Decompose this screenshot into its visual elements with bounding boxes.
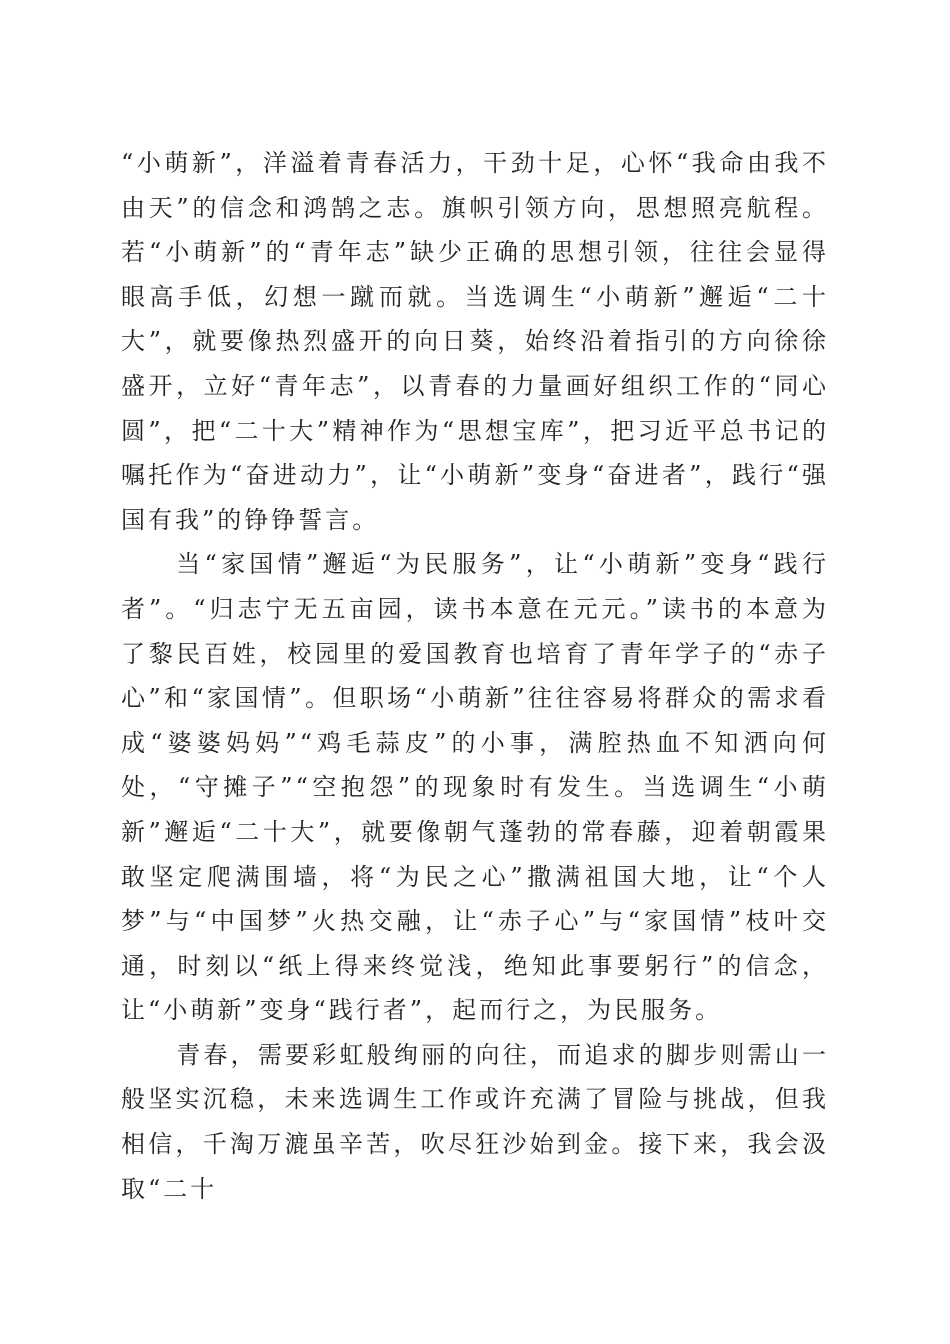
document-body [121, 141, 829, 1211]
paragraph-family-and-country: 当“家国情”邂逅“为民服务”，让“小萌新”变身“践行者”。“归志宁无五亩园，读书本意在元元。”读书的本意为了黎民百姓，校园里的爱国教育也培育了青年学子的“赤子心”和“家国情”。但职场“小萌新”往往容易将群众的需求看成“婆婆妈妈”“鸡毛蒜皮”的小事，满腔热血不知洒向何处，“守摊子”“空抱怨”的现象时有发生。当选调生“小萌新”邂逅“二十大”，就要像朝气蓬勃的常春藤，迎着朝霞果敢坚定爬满围墙，将“为民之心”撒满祖国大地，让“个人梦”与“中国梦”火热交融，让“赤子心”与“家国情”枝叶交通，时刻以“纸上得来终觉浅，绝知此事要躬行”的信念，让“小萌新”变身“践行者”，起而行之，为民服务。 [121, 550, 829, 1025]
paragraph-youth: 青春，需要彩虹般绚丽的向往，而追求的脚步则需山一般坚实沉稳，未来选调生工作或许充满了冒险与挑战，但我相信，千淘万漉虽辛苦，吹尽狂沙始到金。接下来，我会汲取“二十 [121, 1040, 829, 1203]
paragraph-continuation: “小萌新”，洋溢着青春活力，干劲十足，心怀“我命由我不由天”的信念和鸿鹄之志。旗帜引领方向，思想照亮航程。若“小萌新”的“青年志”缺少正确的思想引领，往往会显得眼高手低，幻想一蹴而就。当选调生“小萌新”邂逅“二十大”，就要像热烈盛开的向日葵，始终沿着指引的方向徐徐盛开，立好“青年志”，以青春的力量画好组织工作的“同心圆”，把“二十大”精神作为“思想宝库”，把习近平总书记的嘱托作为“奋进动力”，让“小萌新”变身“奋进者”，践行“强国有我”的铮铮誓言。 [121, 149, 829, 534]
